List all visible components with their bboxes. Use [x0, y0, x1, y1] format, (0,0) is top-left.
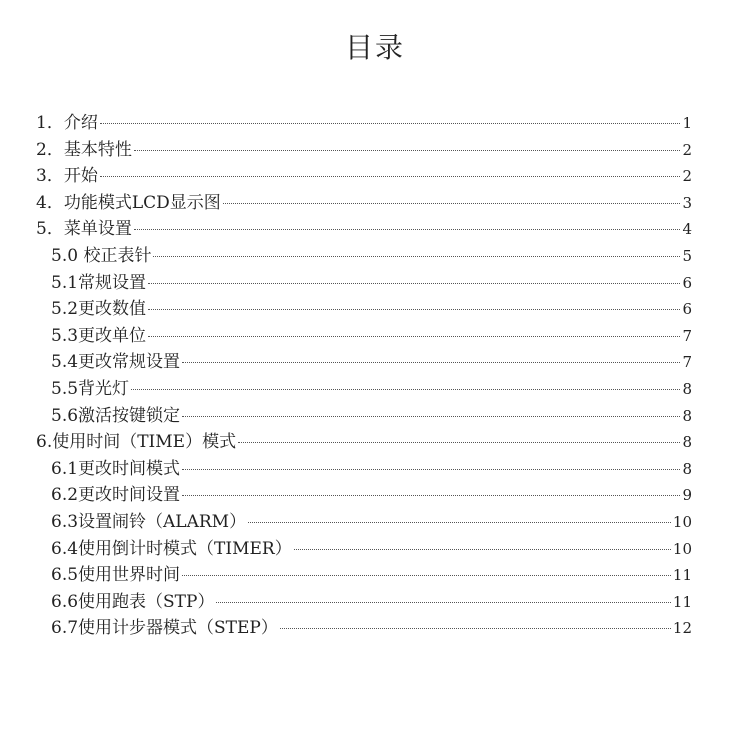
dot-leader: [248, 522, 671, 523]
toc-entry-title: 1．介绍: [36, 113, 98, 133]
toc-entry-page-number: 6: [682, 300, 692, 319]
toc-entry-page-number: 6: [682, 273, 692, 292]
toc-entry[interactable]: [36, 110, 692, 136]
dot-leader: [182, 416, 680, 417]
toc-entry-page-number: 8: [682, 406, 692, 425]
toc-entry-title: 6.6使用跑表（STP）: [51, 591, 215, 612]
toc-entry-title: 5.0 校正表针: [51, 246, 152, 266]
toc-entry-title: 6.4使用倒计时模式（TIMER）: [51, 538, 292, 559]
toc-entry-title: 5．菜单设置: [36, 219, 132, 240]
dot-leader: [131, 389, 680, 390]
toc-entry[interactable]: [51, 270, 692, 296]
toc-entry-page-number: 10: [672, 513, 692, 531]
toc-entry-title: 4．功能模式LCD显示图: [36, 192, 221, 213]
toc-entry-page-number: 9: [682, 486, 692, 505]
toc-entry-page-number: 2: [682, 167, 692, 186]
dot-leader: [182, 469, 680, 470]
toc-entry[interactable]: [51, 349, 692, 375]
toc-entry-title: 6.7使用计步器模式（STEP）: [51, 618, 278, 639]
toc-entry-title: 2．基本特性: [36, 139, 132, 160]
toc-entry[interactable]: [51, 243, 692, 269]
toc-entry-title: 5.2更改数值: [51, 299, 147, 320]
dot-leader: [100, 123, 681, 124]
toc-entry[interactable]: [36, 163, 692, 189]
page-title: 目录: [344, 31, 405, 64]
toc-entry-page-number: 7: [682, 353, 692, 372]
dot-leader: [280, 628, 671, 629]
dot-leader: [182, 362, 680, 363]
toc-entry-page-number: 12: [672, 619, 692, 638]
toc-entry[interactable]: [51, 589, 692, 615]
toc-entry[interactable]: [51, 376, 692, 402]
toc-entry-title: 5.6激活按键锁定: [51, 405, 181, 426]
toc-entry[interactable]: [51, 456, 692, 482]
toc-entry-page-number: 10: [672, 539, 692, 558]
toc-entry[interactable]: [36, 137, 692, 163]
dot-leader: [223, 203, 681, 204]
dot-leader: [182, 575, 671, 576]
toc-entry[interactable]: [51, 509, 692, 535]
dot-leader: [216, 602, 670, 603]
toc-entry-title: 6.3设置闹铃（ALARM）: [51, 512, 247, 532]
toc-entry[interactable]: [51, 403, 692, 429]
toc-entry-page-number: 11: [672, 566, 692, 585]
toc-entry-page-number: 8: [682, 459, 692, 478]
toc-entry-title: 6.1更改时间模式: [51, 458, 181, 479]
toc-entry[interactable]: [36, 216, 692, 242]
toc-entry[interactable]: [51, 323, 692, 349]
toc-entry-page-number: 7: [682, 326, 692, 345]
dot-leader: [148, 283, 680, 284]
toc-entry[interactable]: [36, 190, 692, 216]
toc-entry[interactable]: [51, 536, 692, 562]
toc-entry-title: 5.3更改单位: [51, 325, 147, 346]
toc-entry[interactable]: [51, 562, 692, 588]
toc-entry-title: 5.4更改常规设置: [51, 352, 181, 373]
toc-entry-title: 5.1常规设置: [51, 272, 147, 293]
dot-leader: [182, 495, 680, 496]
toc-entry-page-number: 8: [682, 380, 692, 398]
dot-leader: [134, 229, 681, 230]
toc-entry[interactable]: [51, 296, 692, 322]
toc-entry-title: 6.5使用世界时间: [51, 565, 181, 586]
dot-leader: [148, 336, 680, 337]
toc-entry-title: 3．开始: [36, 166, 98, 187]
toc-entry-title: 5.5背光灯: [51, 379, 130, 399]
toc-entry-page-number: 8: [682, 433, 692, 452]
toc-entry-page-number: 4: [682, 220, 692, 239]
toc-entry-page-number: 2: [682, 140, 692, 159]
dot-leader: [100, 176, 681, 177]
toc-entry[interactable]: [51, 482, 692, 508]
toc-entry-page-number: 5: [682, 247, 692, 265]
dot-leader: [294, 549, 671, 550]
dot-leader: [148, 309, 680, 310]
toc-entry-page-number: 3: [682, 193, 692, 212]
dot-leader: [238, 442, 680, 443]
dot-leader: [134, 150, 681, 151]
toc-entry-title: 6.使用时间（TIME）模式: [36, 432, 237, 453]
toc-entry-title: 6.2更改时间设置: [51, 485, 181, 506]
dot-leader: [153, 256, 680, 257]
toc-entry-page-number: 11: [672, 592, 692, 611]
toc-entry-page-number: 1: [682, 114, 692, 132]
toc-entry[interactable]: [36, 429, 692, 455]
toc-entry[interactable]: [51, 615, 692, 641]
